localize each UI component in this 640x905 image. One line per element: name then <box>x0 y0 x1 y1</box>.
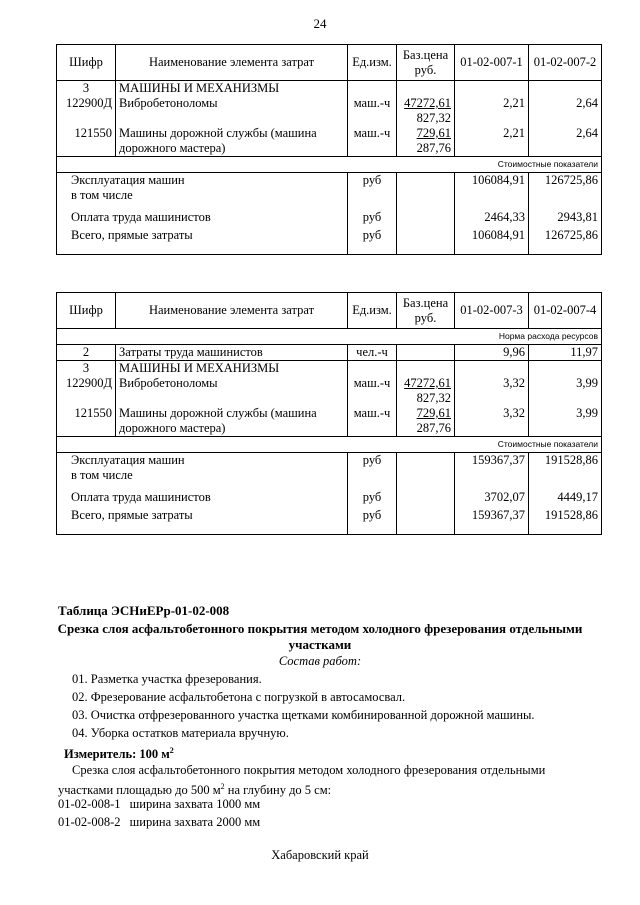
total-value-2: 126725,86 <box>529 228 602 254</box>
row-value-1: 2,21 <box>455 126 529 157</box>
row-price-wage: 827,32 <box>416 391 451 405</box>
labor-unit: чел.-ч <box>348 345 397 361</box>
variant-text: ширина захвата 1000 мм <box>129 797 261 811</box>
row-price <box>397 376 455 406</box>
header-name: Наименование элемента затрат <box>116 293 348 329</box>
variant-code: 01-02-008-2 <box>58 815 121 829</box>
row-price-wage: 827,32 <box>416 111 451 125</box>
row-value-2: 2,64 <box>529 96 602 126</box>
row-code: 122900Д <box>57 96 116 126</box>
row-price-value: 47272,61 <box>404 376 451 390</box>
row-value-1: 2,21 <box>455 96 529 126</box>
total-label: Эксплуатация машин <box>57 173 348 189</box>
header-col2: 01-02-007-4 <box>529 293 602 329</box>
row-value-2: 3,99 <box>529 376 602 406</box>
resource-table-2 <box>56 292 602 535</box>
total-unit: руб <box>348 453 397 469</box>
total-label: в том числе <box>57 188 348 210</box>
row-price-value: 729,61 <box>416 406 451 420</box>
total-label: в том числе <box>57 468 348 490</box>
description-line2: участками площадью до 500 $м^2$ на глубину до 5 см: <box>58 782 332 798</box>
resource-table-1 <box>56 44 602 255</box>
total-value-1: 159367,37 <box>455 453 529 469</box>
variant-row <box>58 815 260 830</box>
total-unit: руб <box>348 228 397 254</box>
cost-caption: Стоимостные показатели <box>57 157 602 173</box>
total-value-1: 106084,91 <box>455 173 529 189</box>
labor-name: Затраты труда машинистов <box>116 345 348 361</box>
header-unit: Ед.изм. <box>348 45 397 81</box>
header-col1: 01-02-007-1 <box>455 45 529 81</box>
total-value-1: 2464,33 <box>455 210 529 228</box>
total-unit: руб <box>348 508 397 534</box>
total-value-2: 126725,86 <box>529 173 602 189</box>
total-value-2: 191528,86 <box>529 453 602 469</box>
footer-region: Хабаровский край <box>271 848 369 862</box>
labor-value-1: 9,96 <box>455 345 529 361</box>
work-step: 01. Разметка участка фрезерования. <box>72 672 262 686</box>
header-col1: 01-02-007-3 <box>455 293 529 329</box>
row-name: Вибробетоноломы <box>116 376 348 406</box>
total-value-1: 3702,07 <box>455 490 529 508</box>
row-price-wage: 287,76 <box>416 421 451 435</box>
total-value-2: 4449,17 <box>529 490 602 508</box>
meter-label: Измеритель: 100 $м^2$ <box>64 746 174 762</box>
section-title-line2: участками <box>288 637 352 652</box>
norm-caption: Норма расхода ресурсов <box>57 329 602 345</box>
work-step: 02. Фрезерование асфальтобетона с погрузкой в автосамосвал. <box>72 690 406 704</box>
variant-row <box>58 797 260 812</box>
row-code: 121550 <box>57 126 116 157</box>
total-unit: руб <box>348 210 397 228</box>
row-name: Вибробетоноломы <box>116 96 348 126</box>
row-unit: маш.-ч <box>348 96 397 126</box>
total-label: Эксплуатация машин <box>57 453 348 469</box>
row-value-2: 2,64 <box>529 126 602 157</box>
table-label: Таблица ЭСНиЕРр-01-02-008 <box>58 603 230 618</box>
row-price-wage: 287,76 <box>416 141 451 155</box>
total-label: Всего, прямые затраты <box>57 508 348 534</box>
row-code: 121550 <box>57 406 116 437</box>
row-price-value: 729,61 <box>416 126 451 140</box>
section-title: МАШИНЫ И МЕХАНИЗМЫ <box>116 361 348 377</box>
header-col2: 01-02-007-2 <box>529 45 602 81</box>
total-value-2: 191528,86 <box>529 508 602 534</box>
row-code: 122900Д <box>57 376 116 406</box>
header-price: Баз.цена руб. <box>397 293 455 329</box>
row-unit: маш.-ч <box>348 376 397 406</box>
variant-code: 01-02-008-1 <box>58 797 121 811</box>
total-unit: руб <box>348 490 397 508</box>
row-value-1: 3,32 <box>455 376 529 406</box>
composition-heading: Состав работ: <box>278 654 362 668</box>
cost-caption: Стоимостные показатели <box>57 437 602 453</box>
total-label: Всего, прямые затраты <box>57 228 348 254</box>
page-number: 24 <box>313 16 327 31</box>
row-price <box>397 126 455 157</box>
header-name: Наименование элемента затрат <box>116 45 348 81</box>
total-value-1: 106084,91 <box>455 228 529 254</box>
section-number: 3 <box>57 361 116 377</box>
header-code: Шифр <box>57 45 116 81</box>
work-step: 04. Уборка остатков материала вручную. <box>72 726 289 740</box>
work-step: 03. Очистка отфрезерованного участка щетками комбинированной дорожной машины. <box>72 708 535 722</box>
row-unit: маш.-ч <box>348 126 397 157</box>
row-value-2: 3,99 <box>529 406 602 437</box>
variant-text: ширина захвата 2000 мм <box>129 815 261 829</box>
row-price <box>397 406 455 437</box>
total-label: Оплата труда машинистов <box>57 490 348 508</box>
row-name: Машины дорожной службы (машина дорожного мастера) <box>116 406 348 437</box>
row-unit: маш.-ч <box>348 406 397 437</box>
description-line1: Срезка слоя асфальтобетонного покрытия методом холодного фрезерования отдельными <box>72 763 546 777</box>
total-value-1: 159367,37 <box>455 508 529 534</box>
section-title-line1: Срезка слоя асфальтобетонного покрытия методом холодного фрезерования отдельными <box>57 621 583 636</box>
total-unit: руб <box>348 173 397 189</box>
total-value-2: 2943,81 <box>529 210 602 228</box>
row-value-1: 3,32 <box>455 406 529 437</box>
row-price <box>397 96 455 126</box>
row-price-value: 47272,61 <box>404 96 451 110</box>
row-name: Машины дорожной службы (машина дорожного мастера) <box>116 126 348 157</box>
labor-value-2: 11,97 <box>529 345 602 361</box>
section-title: МАШИНЫ И МЕХАНИЗМЫ <box>116 81 348 97</box>
section-number: 3 <box>57 81 116 97</box>
header-unit: Ед.изм. <box>348 293 397 329</box>
total-label: Оплата труда машинистов <box>57 210 348 228</box>
labor-number: 2 <box>57 345 116 361</box>
header-code: Шифр <box>57 293 116 329</box>
header-price: Баз.цена руб. <box>397 45 455 81</box>
